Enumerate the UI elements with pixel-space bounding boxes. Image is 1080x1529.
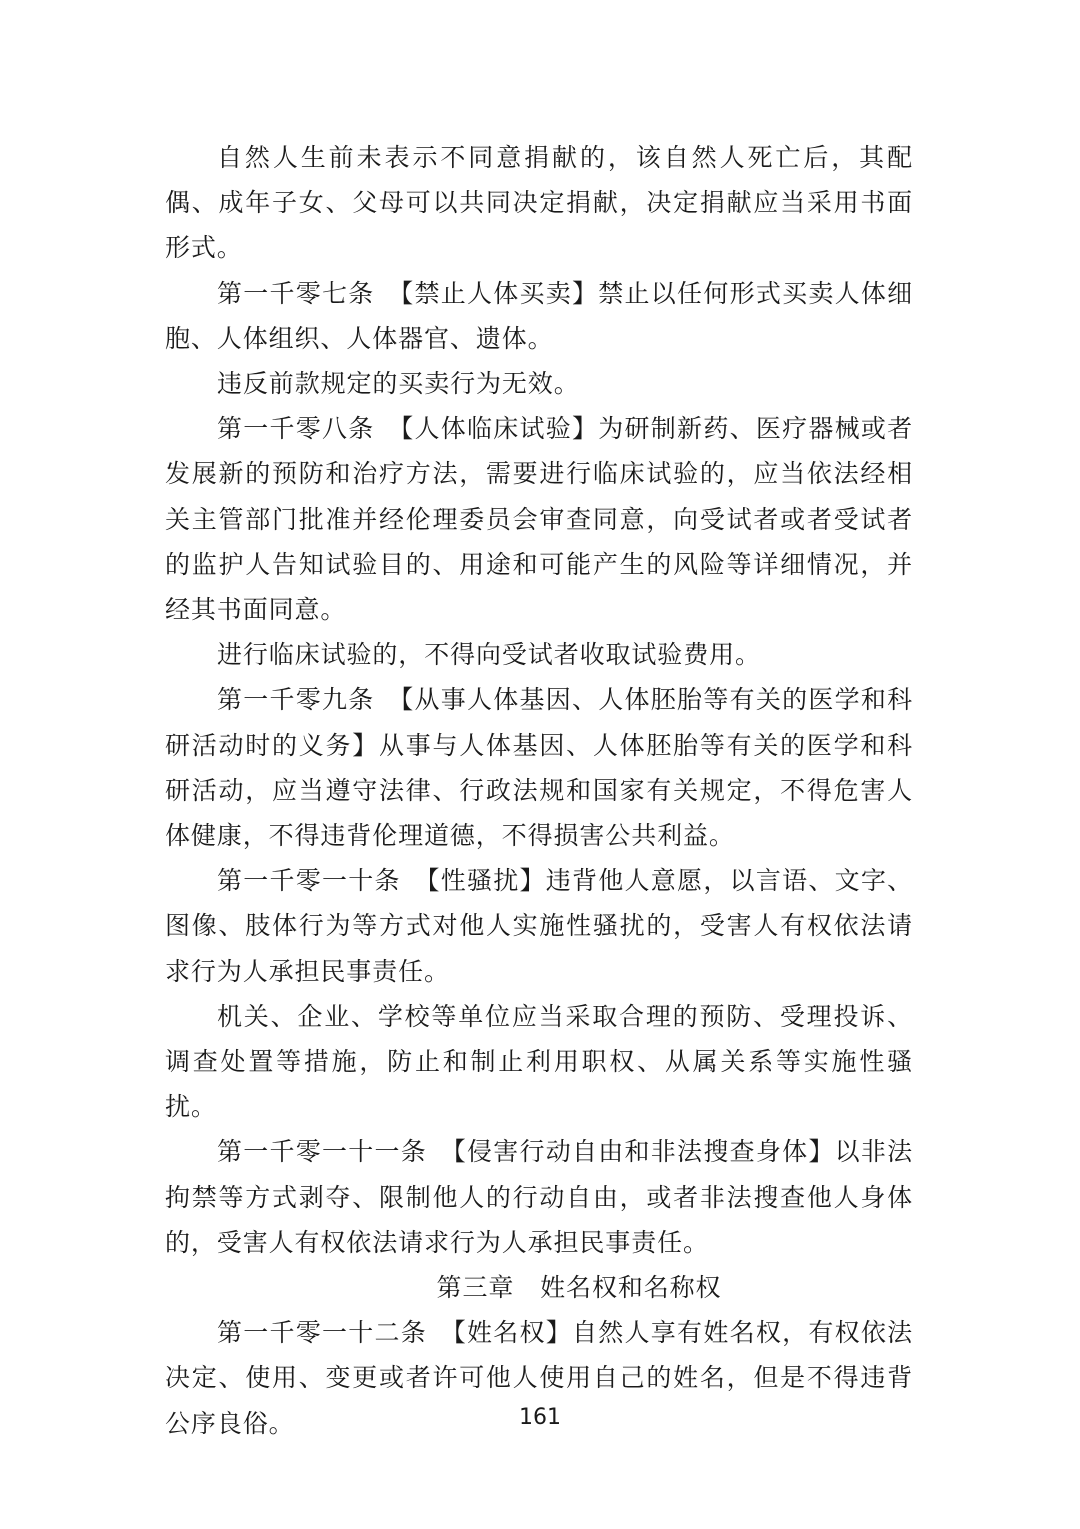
paragraph: 进行临床试验的，不得向受试者收取试验费用。 bbox=[217, 640, 761, 670]
article-1011: 第一千零一十一条 【侵害行动自由和非法搜查身体】以非法拘禁等方式剥夺、限制他人的行动自由，或者非法搜查他人身体的，受害人有权依法请求行为人承担民事责任。 bbox=[165, 1137, 913, 1257]
article-1009: 第一千零九条 【从事人体基因、人体胚胎等有关的医学和科研活动时的义务】从事与人体基因、人体胚胎等有关的医学和科研活动，应当遵守法律、行政法规和国家有关规定，不得危害人体健康，不得违背伦理道德，不得损害公共利益。 bbox=[165, 685, 913, 851]
paragraph: 自然人生前未表示不同意捐献的，该自然人死亡后，其配偶、成年子女、父母可以共同决定捐献，决定捐献应当采用书面形式。 bbox=[165, 143, 913, 263]
page-number: 161 bbox=[519, 1405, 561, 1430]
chapter-heading: 第三章 姓名权和名称权 bbox=[436, 1273, 722, 1303]
article-1008: 第一千零八条 【人体临床试验】为研制新药、医疗器械或者发展新的预防和治疗方法，需要进行临床试验的，应当依法经相关主管部门批准并经伦理委员会审查同意，向受试者或者受试者的监护人告知试验目的、用途和可能产生的风险等详细情况，并经其书面同意。 bbox=[165, 414, 913, 625]
paragraph: 机关、企业、学校等单位应当采取合理的预防、受理投诉、调查处置等措施，防止和制止利用职权、从属关系等实施性骚扰。 bbox=[165, 1001, 913, 1122]
article-1010: 第一千零一十条 【性骚扰】违背他人意愿，以言语、文字、图像、肢体行为等方式对他人实施性骚扰的，受害人有权依法请求行为人承担民事责任。 bbox=[165, 866, 913, 986]
article-1012: 第一千零一十二条 【姓名权】自然人享有姓名权，有权依法决定、使用、变更或者许可他人使用自己的姓名，但是不得违背公序良俗。 bbox=[165, 1318, 913, 1438]
article-1007: 第一千零七条 【禁止人体买卖】禁止以任何形式买卖人体细胞、人体组织、人体器官、遗体。 bbox=[165, 278, 913, 353]
body-text bbox=[165, 135, 913, 1446]
paragraph: 违反前款规定的买卖行为无效。 bbox=[217, 369, 580, 399]
